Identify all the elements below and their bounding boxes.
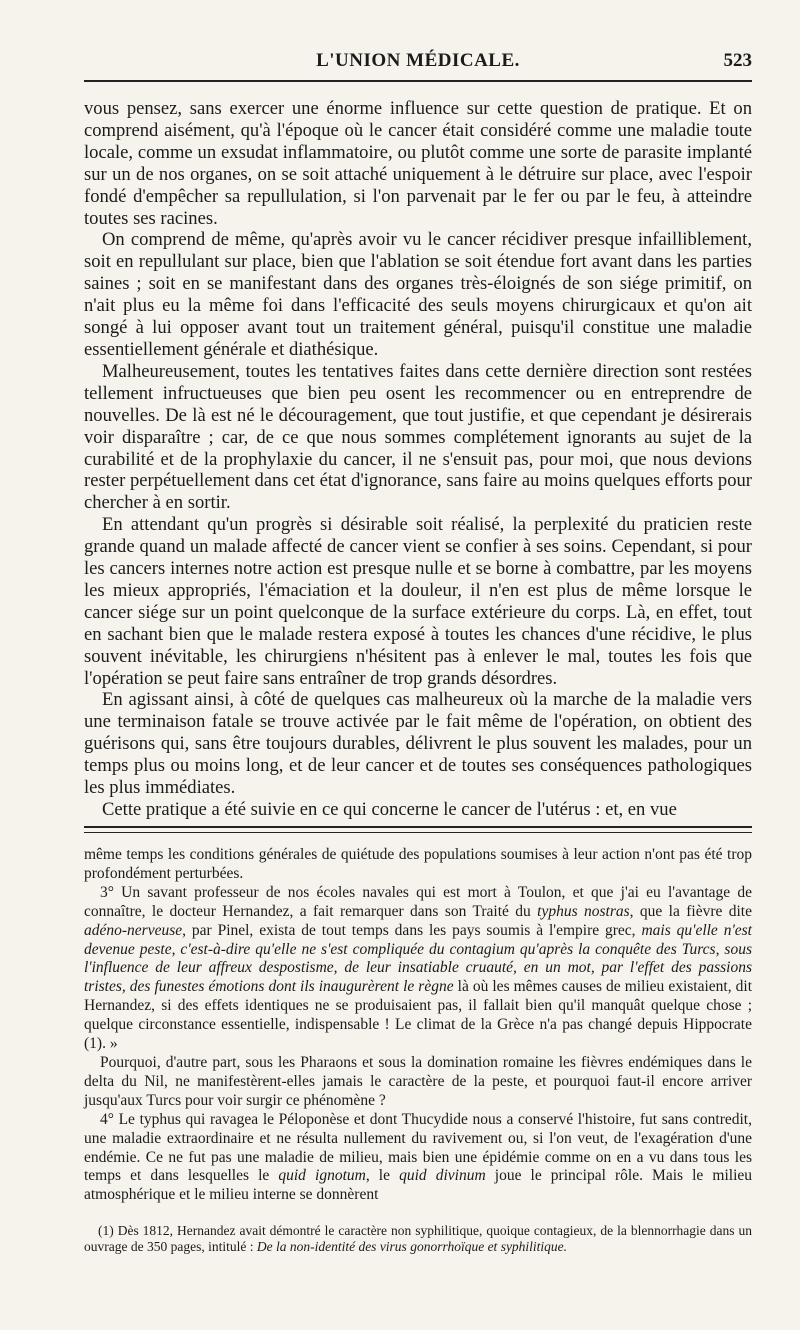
note-paragraph: même temps les conditions générales de quiétude des populations soumises à leur action n'ont pas été trop profondément perturbées. — [84, 846, 752, 882]
section-divider — [84, 826, 752, 833]
paragraph: vous pensez, sans exercer une énorme influence sur cette question de pratique. Et on comprend aisément, qu'à l'époque où le cancer était considéré comme une maladie toute locale, comme un exsudat inflammatoire, ou plutôt comme une sorte de parasite implanté sur un de nos organes, on se soit attaché uniquement à le détruire sur place, avec l'espoir fondé d'empêcher sa repullulation, si l'on parvenait par le fer ou par le feu, à atteindre toutes ses racines. — [84, 98, 752, 229]
note-paragraph — [84, 1111, 752, 1206]
page-number: 523 — [723, 50, 752, 71]
page — [84, 46, 753, 1254]
header-rule — [84, 80, 752, 82]
running-title: L'UNION MÉDICALE. — [316, 50, 520, 71]
note-text: 3° Un savant professeur de nos écoles navales qui est mort à Toulon, et que j'ai eu l'avantage de connaître, le docteur Hernandez, a fait remarquer dans son Traité du — [84, 883, 752, 920]
footnote-italic: De la non-identité des virus gonorrhoïque et syphilitique. — [256, 1239, 568, 1254]
note-text: , le — [365, 1167, 400, 1185]
note-italic: adéno-nerveuse — [84, 921, 183, 939]
paragraph: On comprend de même, qu'après avoir vu le cancer récidiver presque infailliblement, soit en repullulant sur place, bien que l'ablation se soit étendue fort avant dans les parties saines ; soit en se manifestant dans des organes très-éloignés de son siége primitif, on n'ait plus eu la même foi dans l'efficacité des seuls moyens chirurgicaux et qu'on ait songé à lui opposer avant tout un traitement général, puisqu'il constitue une maladie essentiellement générale et diathésique. — [84, 229, 752, 360]
note-paragraph: Pourquoi, d'autre part, sous les Pharaons et sous la domination romaine les fièvres endémiques dans le delta du Nil, ne manifestèrent-elles jamais le caractère de la peste, et pourquoi faut-il encore arriver jusqu'aux Turcs pour voir surgir ce phénomène ? — [84, 1053, 752, 1109]
note-paragraph — [84, 884, 752, 1054]
main-text — [84, 98, 752, 821]
paragraph: En attendant qu'un progrès si désirable soit réalisé, la perplexité du praticien reste grande quand un malade affecté de cancer vient se confier à ses soins. Cependant, si pour les cancers internes notre action est presque nulle et se borne à combattre, par les moyens les mieux appropriés, l'émaciation et la douleur, il n'en est plus de même lorsque le cancer siége sur un point quelconque de la surface extérieure du corps. Là, en effet, tout en sachant bien que le malade restera exposé à toutes les chances d'une récidive, le plus souvent inévitable, les chirurgiens n'hésitent pas à enlever le mal, toutes les fois que l'opération se peut faire sans entraîner de trop grands désordres. — [84, 514, 752, 689]
page-header — [84, 46, 752, 76]
note-italic: quid divinum — [399, 1167, 486, 1185]
notes-section — [84, 846, 752, 1205]
paragraph: Malheureusement, toutes les tentatives faites dans cette dernière direction sont restées tellement infructueuses que bien peu osent les recommencer ou en entreprendre de nouvelles. De là est né le découragement, que tout justifie, et que cependant je désirerais voir disparaître ; car, de ce que nous sommes complétement ignorants au sujet de la curabilité et de la prophylaxie du cancer, il ne s'ensuit pas, pour moi, que nous devions rester perpétuellement dans cet état d'ignorance, sans faire au moins quelques efforts pour chercher à en sortir. — [84, 360, 752, 514]
paragraph: En agissant ainsi, à côté de quelques cas malheureux où la marche de la maladie vers une terminaison fatale se trouve activée par le fait même de l'opération, on obtient des guérisons qui, sans être toujours durables, délivrent le plus souvent les malades, pour un temps plus ou moins long, et de leur cancer et de toutes ses conséquences pathologiques les plus immédiates. — [84, 689, 752, 799]
note-text: là où les mêmes causes de milieu existaient, dit Hernandez, si des effets identiques ne se produisaient pas, il fallait bien qu'il manquât quelque chose ; quelque circonstance essentielle, indispensable ! Le climat de la Grèce n'a pas changé depuis Hippocrate (1). » — [84, 978, 752, 1053]
note-text: , que la fièvre dite — [629, 902, 752, 920]
note-italic: mais qu'elle n'est devenue peste, c'est-à-dire qu'elle ne s'est compliquée du contagium qu'après la conquête des Turcs, sous l'influence de leur affreux despostisme, de leur insatiable cruauté, en un mot, par l'effet des passions tristes, des funestes émotions dont ils inaugurèrent le règne — [84, 921, 752, 996]
footnote-text: (1) Dès 1812, Hernandez avait démontré le caractère non syphilitique, quoique contagieux, de la blennorrhagie dans un ouvrage de 350 pages, intitulé : — [84, 1223, 752, 1254]
footnote — [84, 1223, 752, 1255]
note-text: , par Pinel, exista de tout temps dans les pays soumis à l'empire grec, — [182, 921, 642, 939]
footnote-paragraph — [84, 1223, 752, 1255]
note-text: joue le principal rôle. Mais le milieu atmosphérique et le milieu interne se donnèrent — [84, 1167, 753, 1204]
note-italic: typhus nostras — [537, 902, 630, 920]
note-text: 4° Le typhus qui ravagea le Péloponèse et dont Thucydide nous a conservé l'histoire, fut sans contredit, une maladie extraordinaire et ne résulta nullement du ravivement ou, si l'on veut, de l'exagération d'une endémie. Ce ne fut pas une maladie de milieu, mais bien une épidémie comme on en a vu dans tous les temps et dans lesquelles le — [84, 1110, 752, 1185]
paragraph: Cette pratique a été suivie en ce qui concerne le cancer de l'utérus : et, en vue — [102, 799, 677, 820]
note-italic: quid ignotum — [278, 1167, 366, 1185]
